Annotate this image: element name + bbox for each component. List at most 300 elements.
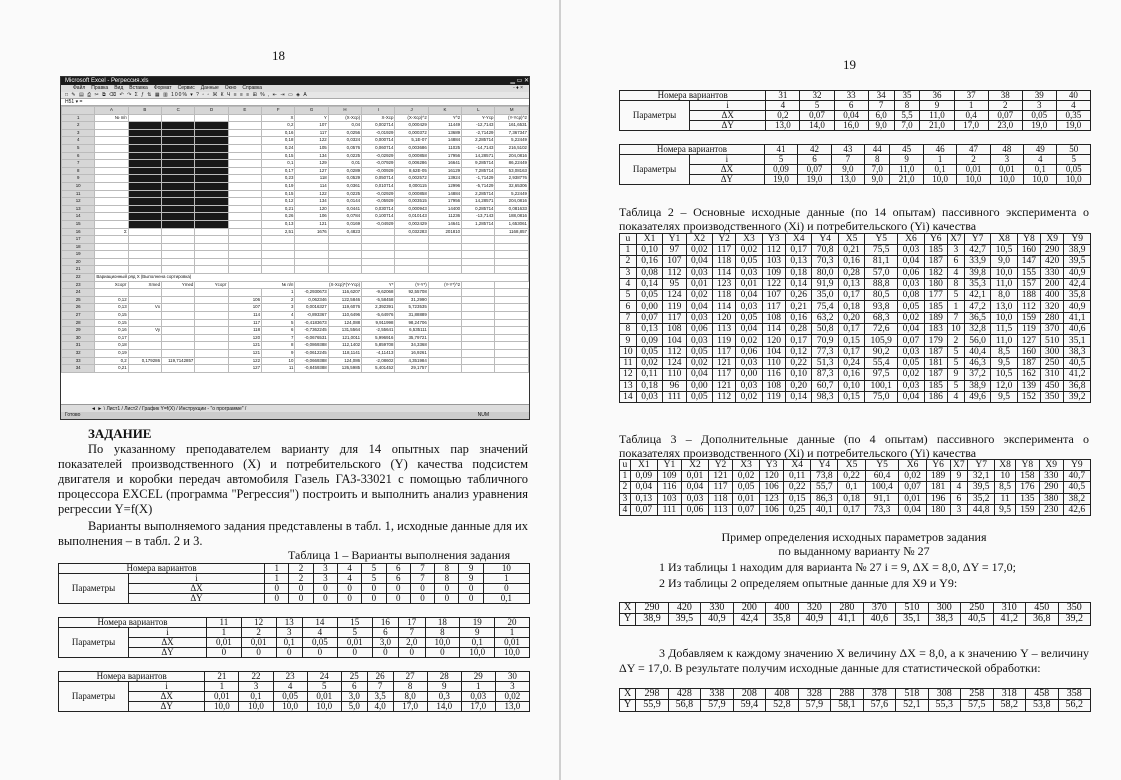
grid-row	[62, 350, 529, 358]
table-cell: 96	[663, 380, 686, 391]
grid-cell	[128, 258, 161, 266]
variant-value: 17,0	[393, 702, 427, 712]
table-cell: 0,10	[785, 369, 811, 380]
table-cell: 119	[663, 301, 686, 312]
variant-value: 0	[313, 584, 337, 594]
xy-value: 40,5	[961, 614, 993, 625]
grid-cell: (Y-Yср)^2	[495, 114, 529, 122]
variant-value: 3,5	[367, 692, 393, 702]
variant-value: 0,1	[460, 638, 495, 648]
xy-value: 300	[928, 603, 960, 614]
table-cell: 0,18	[838, 493, 865, 504]
grid-cell: (X-Xср)^2	[395, 114, 428, 122]
grid-cell: 0,15	[262, 152, 295, 160]
excel-status-bar	[61, 412, 529, 419]
variant-row	[59, 648, 530, 658]
table1-caption: Таблица 1 – Варианты выполнения задания	[288, 548, 511, 562]
table-cell: 39,8	[964, 267, 990, 278]
grid-cell	[95, 129, 128, 137]
table-row	[620, 301, 1091, 312]
grid-cell: 16,9261	[395, 350, 428, 358]
xy-value: 250	[961, 603, 993, 614]
table-cell: 0,09	[636, 335, 662, 346]
table-cell: 80,0	[812, 267, 838, 278]
table-cell: 0,04	[898, 391, 924, 402]
table-cell: 10	[947, 324, 964, 335]
variant-value: 13,0	[495, 702, 529, 712]
grid-cell: (X-Xср)*(Y-Yср)	[295, 281, 362, 289]
grid-cell: 0,0016327	[295, 304, 328, 312]
variant-value: 2,0	[399, 638, 425, 648]
table-cell: 159	[1015, 504, 1039, 515]
grid-cell	[162, 114, 195, 122]
xy-value: 58,2	[993, 700, 1025, 711]
table-cell: 0,03	[898, 346, 924, 357]
table-cell: 0,13	[838, 278, 864, 289]
table-cell: 160	[1017, 346, 1040, 357]
grid-cell: -0,0869388	[295, 342, 328, 350]
variant-number: 43	[831, 145, 864, 155]
table-cell: 0,02	[736, 335, 762, 346]
variant-number: 18	[425, 618, 460, 628]
table-cell: 510	[1041, 335, 1064, 346]
grid-cell: 0,16	[95, 327, 128, 335]
row-header: 34	[62, 365, 95, 373]
table-cell: 120	[760, 471, 784, 482]
table-cell: 0,01	[732, 493, 759, 504]
grid-cell	[462, 228, 495, 236]
redacted-cell	[162, 205, 195, 213]
redacted-cell	[128, 205, 161, 213]
row-header: 17	[62, 236, 95, 244]
row-header: 6	[62, 152, 95, 160]
variant-value: 10,0	[923, 175, 956, 185]
table-cell: 0,03	[681, 493, 708, 504]
grid-cell	[162, 236, 195, 244]
grid-cell	[95, 167, 128, 175]
redacted-cell	[195, 205, 228, 213]
grid-cell: 118	[295, 175, 328, 183]
grid-cell	[462, 266, 495, 274]
grid-cell: 114	[228, 312, 261, 320]
param-name: ΔX	[129, 692, 205, 702]
variant-value: 2	[241, 628, 276, 638]
grid-row	[62, 182, 529, 190]
xy-data-table	[619, 602, 1091, 626]
column-header: X5	[838, 460, 865, 471]
redacted-cell	[162, 182, 195, 190]
table-cell: 0,07	[898, 335, 924, 346]
redacted-cell	[195, 122, 228, 130]
variant-value: 19,0	[1022, 121, 1056, 131]
right-page	[561, 0, 1121, 780]
grid-cell	[462, 236, 495, 244]
table-cell: 10,0	[991, 267, 1017, 278]
param-name: ΔY	[129, 648, 207, 658]
grid-cell: 14884	[428, 137, 461, 145]
table-cell: 0,09	[630, 471, 657, 482]
table-cell: 9,5	[991, 391, 1017, 402]
variant-value: 0	[386, 594, 410, 604]
variant-number: 31	[766, 91, 800, 101]
table-cell: 4	[947, 267, 964, 278]
variant-value: 0	[425, 648, 460, 658]
variant-value: 3	[495, 682, 529, 692]
param-name: i	[129, 574, 265, 584]
table-cell: 37,2	[964, 369, 990, 380]
xy-value: 55,9	[636, 700, 668, 711]
variant-value: 4	[303, 628, 338, 638]
variant-number: 17	[399, 618, 425, 628]
table-cell: 0,07	[636, 312, 662, 323]
column-header: X4	[784, 460, 811, 471]
grid-cell	[462, 365, 495, 373]
table-cell: 88,8	[865, 278, 898, 289]
variant-value: 4,0	[367, 702, 393, 712]
table-cell: 250	[1041, 357, 1064, 368]
grid-cell: 120	[295, 205, 328, 213]
grid-cell	[228, 122, 261, 130]
table-cell: 40,1	[811, 504, 838, 515]
row-header: 20	[62, 258, 95, 266]
variant-row	[59, 574, 530, 584]
grid-row	[62, 274, 529, 282]
grid-cell: 124,086	[328, 357, 361, 365]
table-cell: 420	[1041, 256, 1064, 267]
grid-cell: -2,55641	[362, 327, 395, 335]
grid-row	[62, 205, 529, 213]
variant-value: 3	[239, 682, 273, 692]
grid-cell: 5,22449	[495, 190, 529, 198]
table-cell: 9	[620, 335, 637, 346]
column-header: Y4	[811, 460, 838, 471]
xy-value: 41,2	[993, 614, 1025, 625]
variant-value: 19,0	[764, 175, 797, 185]
variant-row	[620, 121, 1091, 131]
column-header: Y5	[865, 234, 898, 245]
table-cell: 0,05	[898, 357, 924, 368]
grid-cell	[128, 236, 161, 244]
table-cell: 0,06	[736, 346, 762, 357]
grid-cell: (X-Xср)	[328, 114, 361, 122]
grid-cell	[195, 319, 228, 327]
table-cell: 118	[713, 290, 736, 301]
table-cell: 179	[924, 335, 947, 346]
variant-value: 0	[337, 594, 361, 604]
variant-number: 50	[1057, 145, 1091, 155]
column-header: X7	[947, 234, 964, 245]
grid-cell: 9,285714	[462, 160, 495, 168]
table-cell: 0,05	[898, 301, 924, 312]
table-cell: 0,11	[636, 369, 662, 380]
grid-row	[62, 365, 529, 373]
variant-value: 0	[410, 584, 434, 594]
grid-cell	[295, 266, 328, 274]
grid-cell	[328, 236, 361, 244]
grid-cell: 112,1402	[328, 342, 361, 350]
table-cell: 0,17	[838, 504, 865, 515]
row-header: 2	[62, 122, 95, 130]
column-header: X1	[630, 460, 657, 471]
redacted-cell	[162, 160, 195, 168]
row-header: 22	[62, 274, 95, 282]
table-cell: 0,02	[736, 391, 762, 402]
variant-number: 39	[1022, 91, 1056, 101]
variant-value: 19,0	[1056, 121, 1090, 131]
table-cell: 73,3	[865, 504, 899, 515]
table-cell: 0,17	[838, 290, 864, 301]
table-cell: 0,03	[898, 278, 924, 289]
row-header: 13	[62, 205, 95, 213]
variant-row	[59, 682, 530, 692]
grid-row	[62, 213, 529, 221]
table-cell: 290	[1041, 245, 1064, 256]
grid-cell	[95, 175, 128, 183]
grid-cell: 14,28571	[462, 198, 495, 206]
table-cell: 112	[663, 346, 686, 357]
grid-cell	[162, 228, 195, 236]
table-cell: 36,8	[1064, 380, 1091, 391]
page-number-left: 18	[272, 48, 285, 63]
variant-number: 25	[341, 672, 367, 682]
table-header-row	[620, 234, 1091, 245]
column-header: u	[620, 460, 631, 471]
variant-value: 19,0	[798, 175, 831, 185]
xy-row	[620, 700, 1091, 711]
redacted-cell	[195, 175, 228, 183]
grid-cell	[428, 342, 461, 350]
grid-cell: Vy	[128, 327, 161, 335]
variant-value: 0	[313, 594, 337, 604]
table-cell: 119	[762, 391, 785, 402]
grid-cell	[228, 213, 261, 221]
column-header: X3	[732, 460, 759, 471]
grid-cell: 14641	[428, 220, 461, 228]
column-header: K	[428, 107, 461, 115]
grid-cell	[495, 289, 529, 297]
column-header: X6	[899, 460, 926, 471]
table-cell: 107	[762, 290, 785, 301]
variant-number: 38	[988, 91, 1022, 101]
grid-cell: 119,6076	[328, 304, 361, 312]
table-cell: 450	[1041, 380, 1064, 391]
grid-cell: -0,01929	[362, 129, 395, 137]
variant-number: 42	[798, 145, 831, 155]
table-cell: 104	[663, 335, 686, 346]
table-cell: 118	[713, 256, 736, 267]
variant-number: 1	[265, 564, 289, 574]
grid-cell: 0,17	[95, 334, 128, 342]
grid-cell: 1,285714	[462, 220, 495, 228]
grid-row	[62, 304, 529, 312]
table-cell: 70,9	[812, 335, 838, 346]
grid-cell: (Y-Y*)^2	[428, 281, 461, 289]
table-cell: 0,02	[736, 245, 762, 256]
variant-value: 10,0	[1057, 175, 1091, 185]
grid-cell: 0,010714	[362, 182, 395, 190]
table-cell: 182	[924, 267, 947, 278]
variant-value: 0,05	[273, 692, 307, 702]
grid-cell: 0,000858	[395, 152, 428, 160]
grid-row	[62, 258, 529, 266]
variant-value: 0,07	[988, 111, 1022, 121]
grid-cell	[328, 258, 361, 266]
grid-cell: -2,08602	[362, 357, 395, 365]
table-cell: 113	[709, 504, 733, 515]
grid-cell: 122	[228, 357, 261, 365]
left-page	[0, 0, 560, 780]
grid-cell: 3	[262, 304, 295, 312]
grid-row	[62, 129, 529, 137]
variant-value: 0,01	[990, 165, 1023, 175]
grid-cell: 7,367347	[495, 129, 529, 137]
grid-row	[62, 243, 529, 251]
grid-cell	[128, 334, 161, 342]
xy-value: 378	[863, 689, 895, 700]
table-cell: 0,07	[899, 482, 926, 493]
table-cell: 112	[713, 391, 736, 402]
param-name: ΔY	[129, 594, 265, 604]
variant-number: 45	[890, 145, 923, 155]
variant-value: 5,5	[894, 111, 920, 121]
variant-number: 21	[205, 672, 239, 682]
xy-value: 290	[636, 603, 668, 614]
table-cell: 0,04	[736, 290, 762, 301]
variant-value: 10,0	[205, 702, 239, 712]
table-cell: 9,5	[995, 504, 1016, 515]
table-cell: 91,1	[865, 493, 899, 504]
column-header: X9	[1039, 460, 1063, 471]
grid-cell	[262, 236, 295, 244]
grid-cell: 0,24	[262, 144, 295, 152]
grid-cell: 10	[262, 357, 295, 365]
table-cell: 97,5	[865, 369, 898, 380]
grid-cell	[95, 182, 128, 190]
grid-cell: 117	[228, 319, 261, 327]
grid-cell: -0,4183673	[295, 319, 328, 327]
variant-value: 0	[399, 648, 425, 658]
params-label: Параметры	[620, 101, 690, 131]
variant-value: 7	[410, 574, 434, 584]
column-header: X8	[991, 234, 1017, 245]
table-cell: 160	[1017, 245, 1040, 256]
variant-value: 6	[341, 682, 367, 692]
variant-value: 0,1	[483, 594, 529, 604]
grid-cell	[95, 122, 128, 130]
grid-cell	[295, 236, 328, 244]
redacted-cell	[128, 190, 161, 198]
variant-value: 17,0	[954, 121, 988, 131]
xy-value: 510	[896, 603, 928, 614]
variant-value: 14,0	[427, 702, 461, 712]
variant-row	[59, 594, 530, 604]
table-cell: 117	[713, 369, 736, 380]
grid-cell	[462, 334, 495, 342]
grid-cell: 0,003686	[395, 144, 428, 152]
excel-screenshot	[60, 76, 530, 420]
params-label: Параметры	[59, 682, 129, 712]
grid-cell	[228, 144, 261, 152]
grid-cell: -12,7143	[462, 122, 495, 130]
table-cell: 3	[947, 245, 964, 256]
variant-number: 22	[239, 672, 273, 682]
xy-value: 42,4	[733, 614, 765, 625]
menu-item: Файл	[73, 85, 86, 91]
grid-cell: 134	[295, 198, 328, 206]
grid-cell	[128, 312, 161, 320]
grid-cell	[195, 114, 228, 122]
table-cell: 0,15	[784, 493, 811, 504]
grid-cell	[195, 342, 228, 350]
grid-row	[62, 122, 529, 130]
params-label: Параметры	[620, 155, 690, 185]
xy-row	[620, 614, 1091, 625]
redacted-cell	[162, 144, 195, 152]
variant-value: 0,01	[957, 165, 990, 175]
excel-toolbar: □ ✎ ▤ ⎙ ✂ ⧉ ⌫ ↶ ↷ Σ ƒ ⇅ ▦ ▥ 100% ▾ ? ▫ ▫ Ж К Ч ≡ ≡ ≡ ⊞ % , ⇤ ⇥ ▭ ◈ А	[61, 92, 529, 99]
table-cell: 0,20	[785, 380, 811, 391]
table-cell: 11,5	[991, 324, 1017, 335]
grid-cell: 122	[295, 137, 328, 145]
variant-value: 0	[483, 584, 529, 594]
table-cell: 185	[924, 380, 947, 391]
params-label: Параметры	[59, 628, 129, 658]
table-cell: 93,8	[865, 301, 898, 312]
table-cell: 187	[924, 369, 947, 380]
xy-value: 298	[636, 689, 668, 700]
grid-cell: 0,030714	[362, 205, 395, 213]
menu-item: Справка	[242, 85, 263, 91]
grid-cell: 204,0816	[495, 152, 529, 160]
grid-cell	[428, 365, 461, 373]
grid-cell	[262, 266, 295, 274]
grid-cell: 29,1757	[395, 365, 428, 373]
grid-cell	[428, 304, 461, 312]
table-cell: 123	[713, 278, 736, 289]
table-cell: 87,3	[812, 369, 838, 380]
variant-number: 34	[868, 91, 894, 101]
grid-cell: 0,006286	[395, 160, 428, 168]
table-cell: 39,5	[968, 482, 995, 493]
variant-value: 1	[205, 682, 239, 692]
table-cell: 51,3	[812, 357, 838, 368]
grid-cell	[195, 357, 228, 365]
table-cell: 0,01	[736, 278, 762, 289]
table-cell: 0,17	[838, 346, 864, 357]
table-cell: 0,17	[838, 324, 864, 335]
table-cell: 44,8	[968, 504, 995, 515]
variant-value: 1	[495, 628, 530, 638]
table-cell: 0,10	[838, 380, 864, 391]
grid-cell: 110,6496	[328, 312, 361, 320]
grid-cell	[228, 198, 261, 206]
variant-value: 0,2	[766, 111, 800, 121]
variant-value: 3	[1022, 101, 1056, 111]
table-cell: 380	[1039, 493, 1063, 504]
table-cell: 200	[1041, 278, 1064, 289]
table-cell: 0,08	[636, 267, 662, 278]
table-cell: 0,14	[636, 278, 662, 289]
table-cell: 123	[760, 493, 784, 504]
grid-cell: 0,4823	[328, 228, 361, 236]
table-cell: 120	[762, 335, 785, 346]
table2-caption: Таблица 2 – Основные исходные данные (по 14 опытам) пассивного эксперимента о показателях производственного (Xi) и потребительского (Yi) качества	[619, 205, 1089, 233]
variant-number: 15	[337, 618, 372, 628]
row-header: 1	[62, 114, 95, 122]
grid-cell	[195, 258, 228, 266]
table-cell: 107	[663, 256, 686, 267]
redacted-cell	[128, 144, 161, 152]
